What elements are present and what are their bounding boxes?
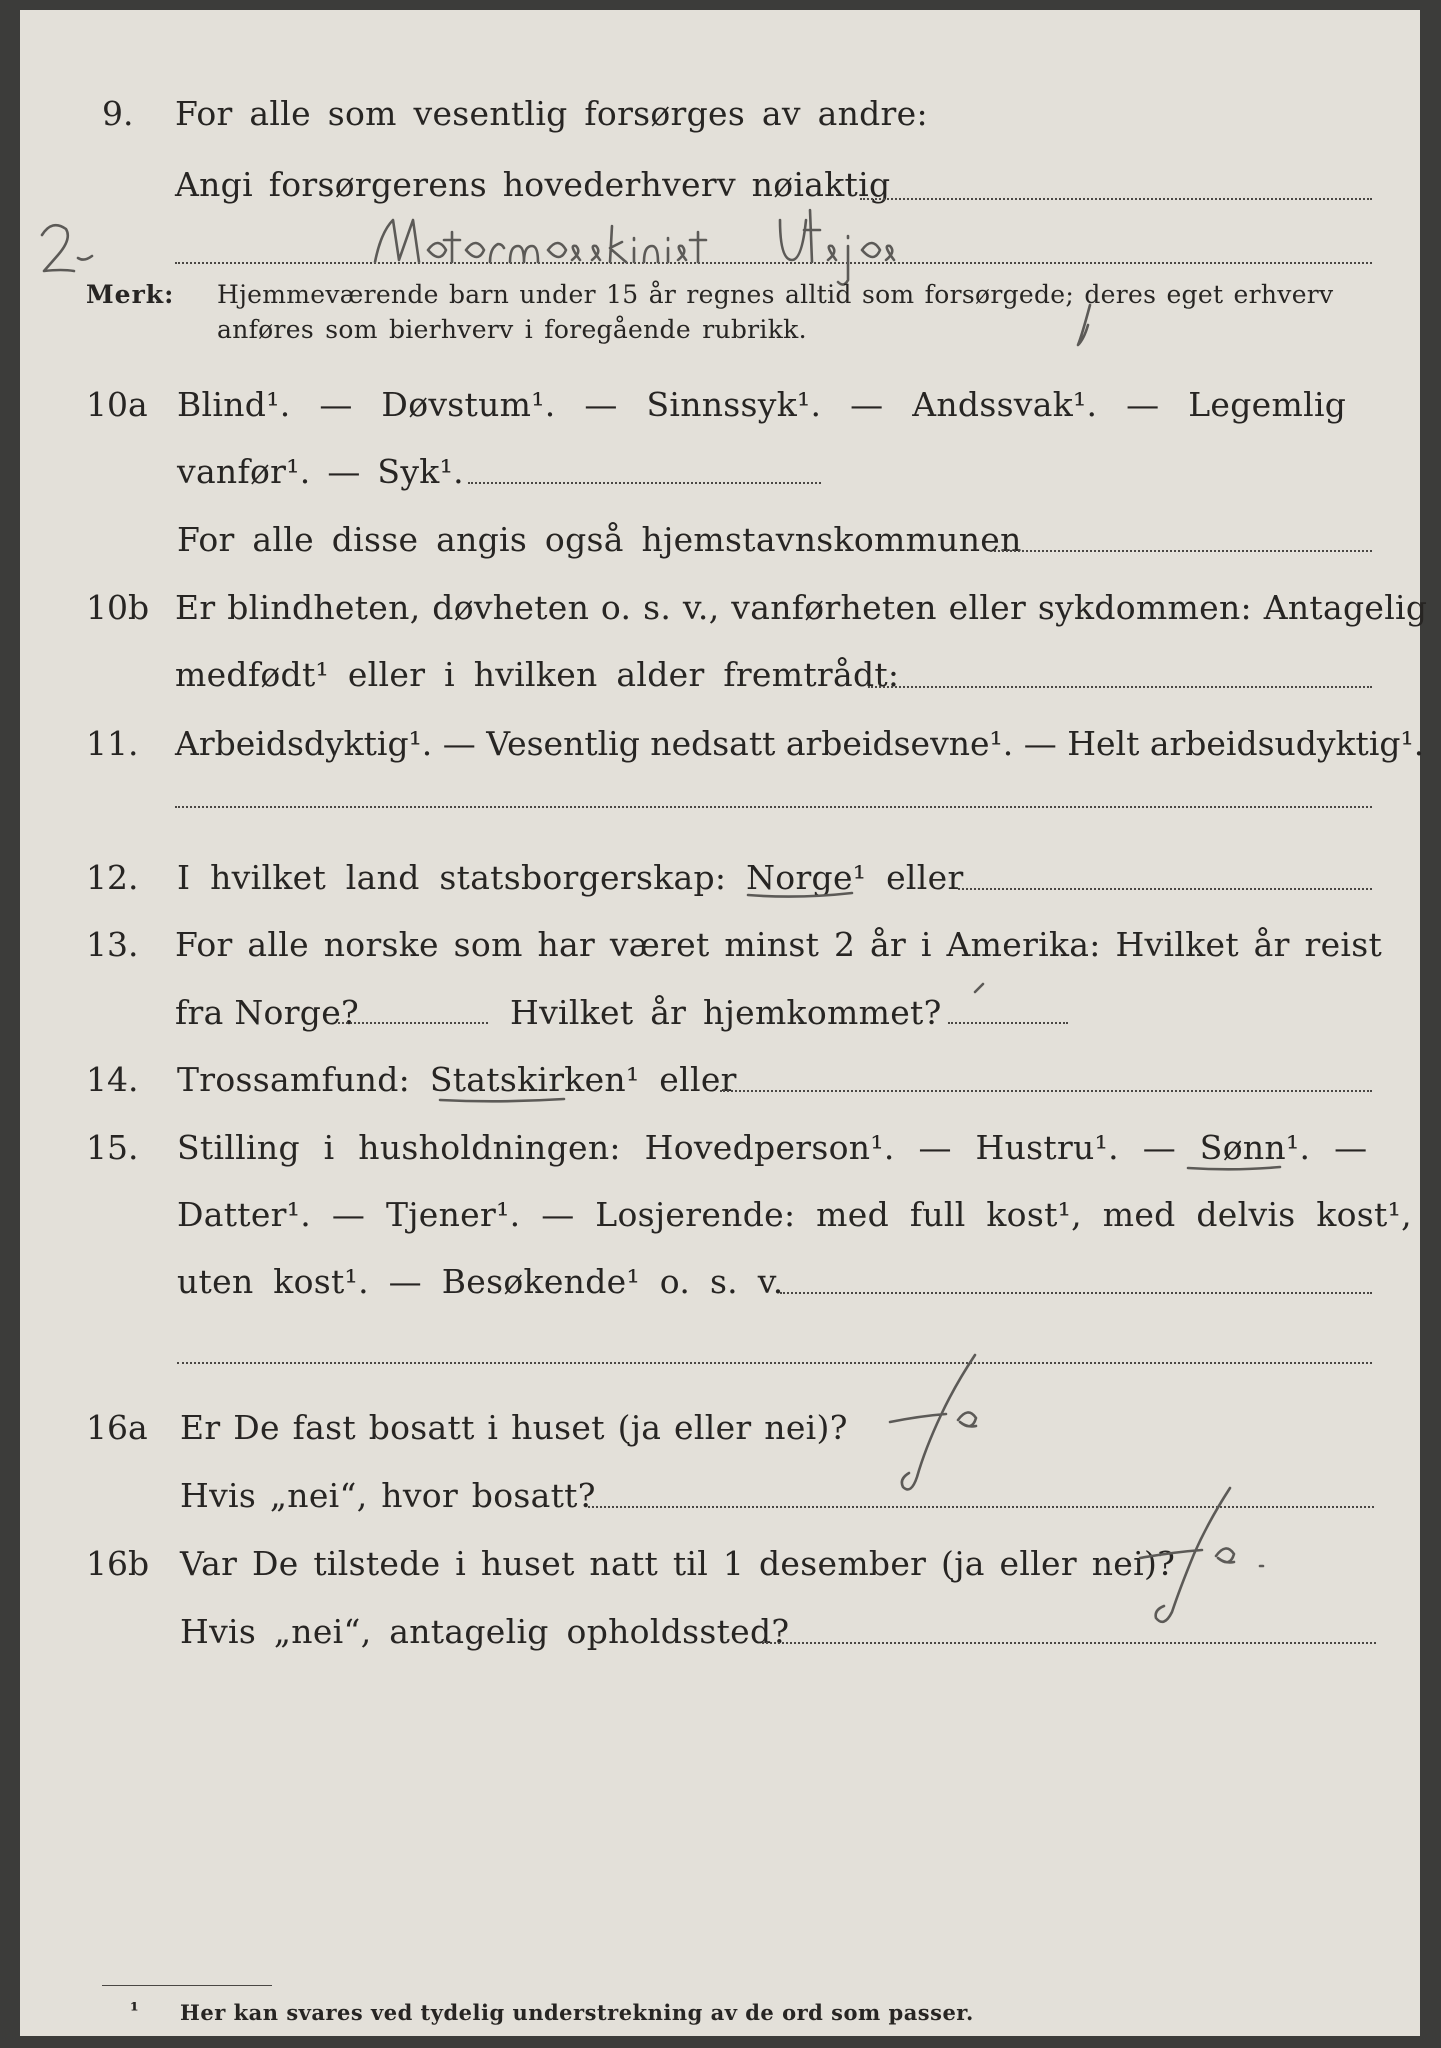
q16a-line1: Er De fast bosatt i huset (ja eller nei)?	[180, 1408, 848, 1447]
footnote-rule	[102, 1985, 272, 1986]
q10a-line1: Blind¹. — Døvstum¹. — Sinnssyk¹. — Andssvak¹. — Legemlig	[177, 385, 1347, 424]
q16b-handwriting	[20, 10, 1420, 2036]
q13-line2b: Hvilket år hjemkommet?	[510, 993, 942, 1032]
q10b-line2: medfødt¹ eller i hvilken alder fremtrådt:	[175, 655, 900, 694]
q10b-number: 10b	[86, 588, 150, 627]
q10a-number: 10a	[86, 385, 148, 424]
q15-line2: Datter¹. — Tjener¹. — Losjerende: med full kost¹, med delvis kost¹,	[177, 1195, 1412, 1234]
q10b-line1: Er blindheten, døvheten o. s. v., vanførheten eller sykdommen: Antagelig	[175, 588, 1428, 627]
q11-number: 11.	[86, 724, 139, 763]
merk-line1: Hjemmeværende barn under 15 år regnes alltid som forsørgede; deres eget erhverv	[217, 280, 1334, 309]
q16b-line1: Var De tilstede i huset natt til 1 desember (ja eller nei)?	[180, 1544, 1176, 1583]
q16b-number: 16b	[86, 1544, 150, 1583]
q13-number: 13.	[86, 925, 139, 964]
q15-number: 15.	[86, 1128, 139, 1167]
q12-number: 12.	[86, 858, 139, 897]
q16a-number: 16a	[86, 1408, 148, 1447]
q10a-line2: vanfør¹. — Syk¹.	[177, 452, 464, 491]
q14-line1: Trossamfund: Statskirken¹ eller	[177, 1060, 737, 1099]
q14-number: 14.	[86, 1060, 139, 1099]
q13-line1: For alle norske som har været minst 2 år i Amerika: Hvilket år reist	[175, 925, 1383, 964]
merk-line2: anføres som bierhverv i foregående rubrikk.	[217, 315, 807, 344]
merk-label: Merk:	[86, 280, 175, 309]
q9-line2: Angi forsørgerens hovederhverv nøiaktig	[175, 165, 891, 204]
q12-line1: I hvilket land statsborgerskap: Norge¹ eller	[177, 858, 964, 897]
footnote-text: Her kan svares ved tydelig understrekning av de ord som passer.	[180, 2000, 974, 2025]
q15-line3: uten kost¹. — Besøkende¹ o. s. v.	[177, 1262, 784, 1301]
q16a-line2: Hvis „nei“, hvor bosatt?	[180, 1476, 596, 1515]
q10a-line3: For alle disse angis også hjemstavnskommunen	[177, 520, 1022, 559]
q13-line2a: fra Norge?	[175, 993, 360, 1032]
census-form-page	[20, 10, 1428, 2036]
footnote-mark: ¹	[130, 1998, 140, 2022]
q9-number: 9.	[102, 94, 134, 133]
q11-line1: Arbeidsdyktig¹. — Vesentlig nedsatt arbeidsevne¹. — Helt arbeidsudyktig¹.	[175, 724, 1425, 763]
q16b-line2: Hvis „nei“, antagelig opholdssted?	[180, 1612, 790, 1651]
q9-line1: For alle som vesentlig forsørges av andre:	[175, 94, 928, 133]
q15-line1: Stilling i husholdningen: Hovedperson¹. — Hustru¹. — Sønn¹. —	[177, 1128, 1368, 1167]
